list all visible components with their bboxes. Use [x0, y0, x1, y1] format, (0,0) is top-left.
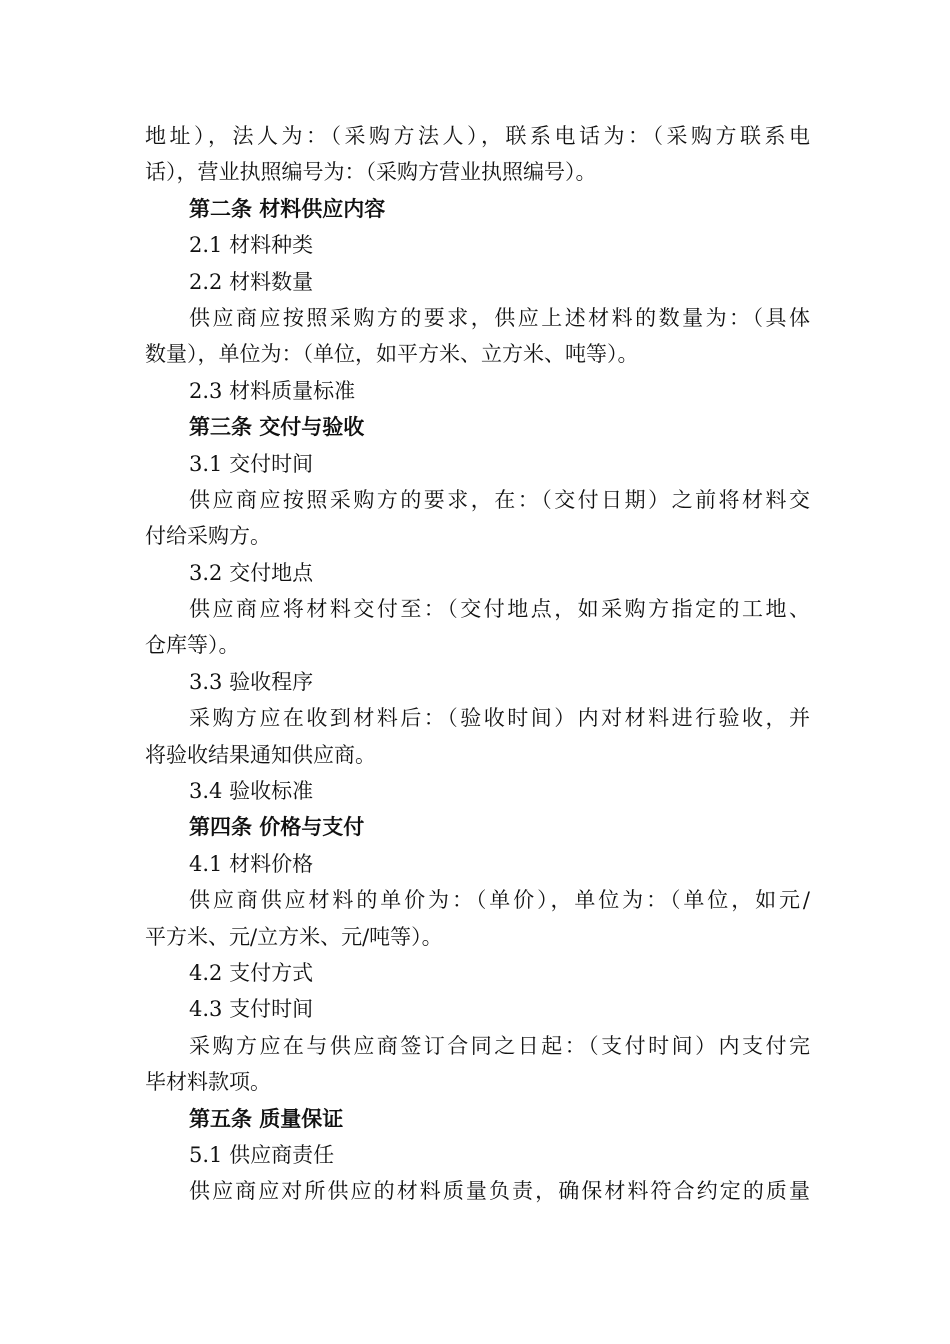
section-heading: 第五条 质量保证: [189, 1106, 344, 1131]
text-line: 话），营业执照编号为：（采购方营业执照编号）。: [145, 160, 597, 185]
text-line: 5.1 供应商责任: [189, 1142, 335, 1167]
text-line: 数量），单位为：（单位，如平方米、立方米、吨等）。: [145, 342, 639, 367]
text-line: 采购方应在收到材料后：（验收时间）内对材料进行验收，并: [189, 706, 810, 731]
text-line: 付给采购方。: [145, 524, 271, 549]
text-line: 平方米、元/立方米、元/吨等）。: [145, 924, 443, 949]
text-line: 地址），法人为：（采购方法人），联系电话为：（采购方联系电: [145, 124, 810, 148]
text-line: 毕材料款项。: [145, 1070, 271, 1095]
text-line: 供应商供应材料的单价为：（单价），单位为：（单位，如元/: [189, 888, 810, 913]
text-line: 供应商应按照采购方的要求，供应上述材料的数量为：（具体: [189, 305, 810, 330]
text-line: 仓库等）。: [145, 633, 240, 658]
document-body: [145, 118, 810, 1210]
text-line: 4.2 支付方式: [189, 960, 314, 985]
text-line: 采购方应在与供应商签订合同之日起：（支付时间）内支付完: [189, 1033, 810, 1058]
text-line: 3.2 交付地点: [189, 560, 314, 585]
section-heading: 第三条 交付与验收: [189, 415, 365, 440]
section-heading: 第四条 价格与支付: [189, 815, 365, 840]
text-line: 将验收结果通知供应商。: [145, 742, 376, 767]
text-line: 3.3 验收程序: [189, 669, 314, 694]
text-line: 供应商应将材料交付至：（交付地点，如采购方指定的工地、: [189, 597, 810, 622]
text-line: 2.2 材料数量: [189, 269, 314, 294]
text-line: 3.1 交付时间: [189, 451, 314, 476]
text-line: 供应商应按照采购方的要求，在：（交付日期）之前将材料交: [189, 487, 810, 512]
text-line: 2.3 材料质量标准: [189, 378, 356, 403]
text-line: 4.1 材料价格: [189, 851, 314, 876]
text-line: 供应商应对所供应的材料质量负责，确保材料符合约定的质量: [189, 1179, 810, 1204]
section-heading: 第二条 材料供应内容: [189, 196, 386, 221]
text-line: 3.4 验收标准: [189, 779, 314, 804]
text-line: 4.3 支付时间: [189, 997, 314, 1022]
text-line: 2.1 材料种类: [189, 233, 314, 258]
